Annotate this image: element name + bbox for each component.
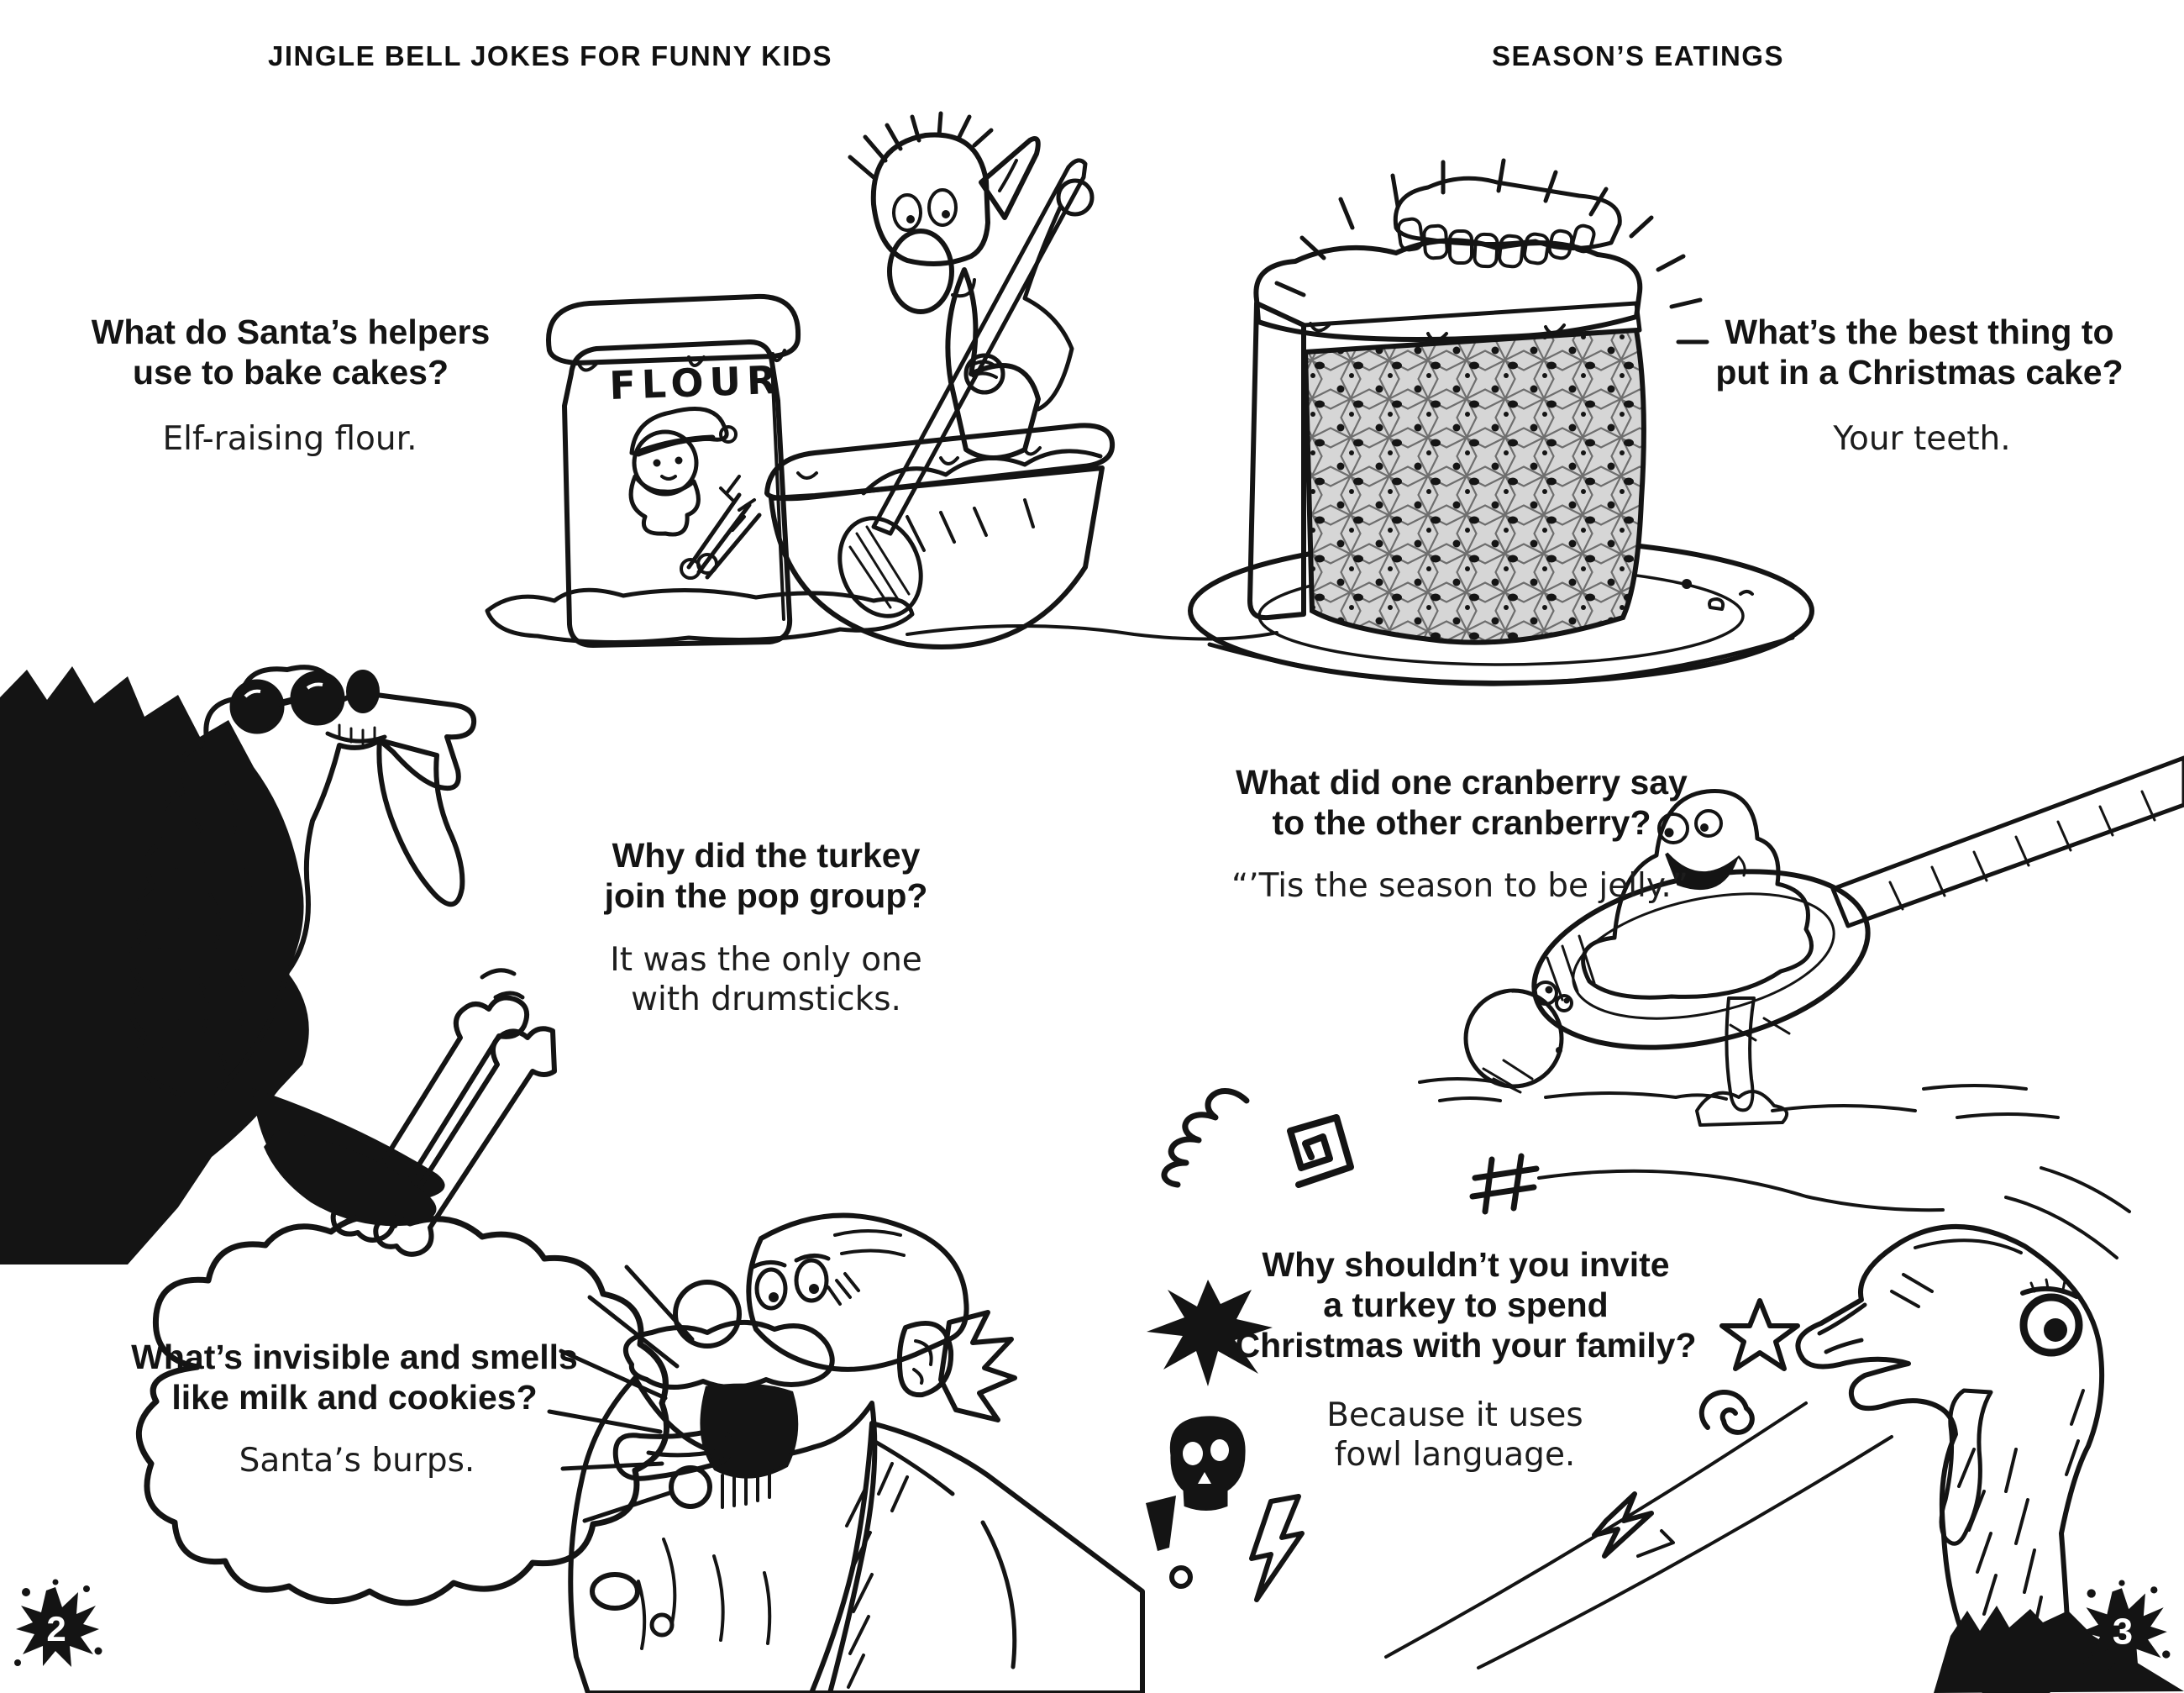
right-joke3-question: Why shouldn’t you invite a turkey to spend Christmas with your family? xyxy=(1235,1245,1697,1364)
left-joke2-question: Why did the turkey join the pop group? xyxy=(604,836,928,915)
right-joke2-answer: “’Tis the season to be jelly.” xyxy=(1231,867,1689,905)
square-spiral-icon xyxy=(1290,1117,1351,1185)
left-joke2-answer: It was the only one with drumsticks. xyxy=(610,941,922,1018)
right-joke1-answer: Your teeth. xyxy=(1833,420,2011,458)
left-joke1-answer: Elf-raising flour. xyxy=(162,420,417,458)
left-page-number: 2 xyxy=(46,1609,66,1648)
left-page-header: JINGLE BELL JOKES FOR FUNNY KIDS xyxy=(267,40,833,71)
left-joke3-answer: Santa’s burps. xyxy=(239,1442,475,1480)
left-page-number-splat xyxy=(9,1580,103,1675)
exclamation-icon xyxy=(1146,1496,1190,1586)
flour-bag-label: FLOUR xyxy=(608,356,784,408)
spring-scribble-icon xyxy=(1164,1091,1247,1185)
lightning-icon xyxy=(1594,1494,1651,1556)
right-joke2-question: What did one cranberry say to the other cranberry? xyxy=(1236,763,1688,842)
turkey-sunglasses-illustration xyxy=(0,618,554,1264)
hash-icon xyxy=(1473,1156,1536,1212)
lightning-icon xyxy=(1252,1496,1302,1600)
right-page-number-splat xyxy=(2074,1581,2171,1679)
christmas-cake-illustration xyxy=(1176,147,1865,710)
thought-bubble-icon xyxy=(118,1195,697,1653)
elf-baker-illustration xyxy=(437,97,1277,685)
right-joke3-answer: Because it uses fowl language. xyxy=(1326,1396,1583,1474)
left-joke3-question: What’s invisible and smells like milk and cookies? xyxy=(131,1338,578,1417)
right-page-header: SEASON’S EATINGS xyxy=(1492,40,1784,71)
right-page-number: 3 xyxy=(2112,1612,2134,1653)
right-joke1-question: What’s the best thing to put in a Christmas cake? xyxy=(1715,313,2124,392)
skull-icon xyxy=(1172,1418,1243,1509)
left-joke1-question: What do Santa’s helpers use to bake cakes? xyxy=(91,313,491,392)
